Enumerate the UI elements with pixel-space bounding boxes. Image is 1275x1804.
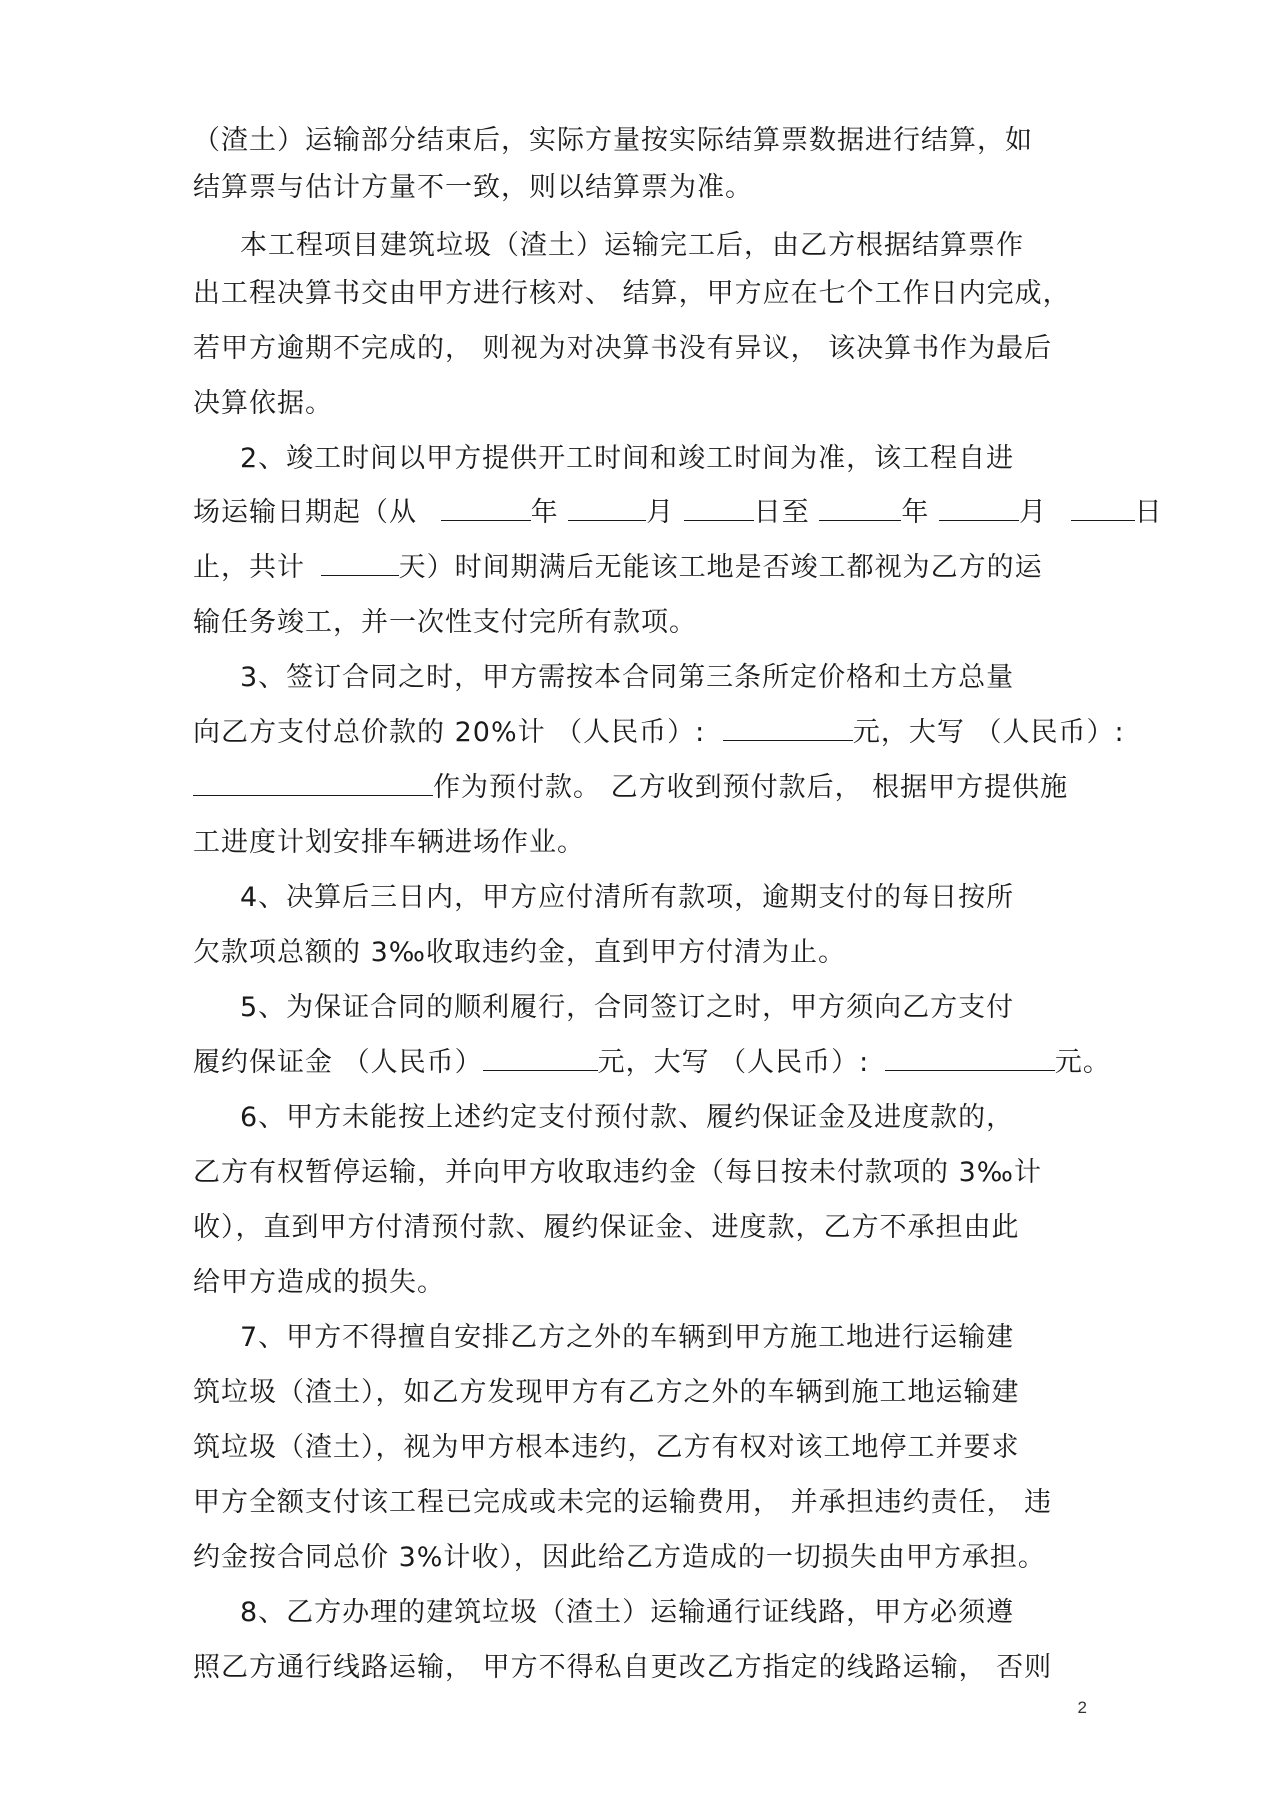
deposit-amount-blank	[483, 1040, 598, 1071]
paragraph-line: 工进度计划安排车辆进场作业。	[193, 827, 585, 858]
paragraph-line: 甲方全额支付该工程已完成或未完的运输费用， 并承担违约责任， 违	[193, 1487, 1053, 1518]
advance-text: 作为预付款。 乙方收到预付款后， 根据甲方提供施	[433, 772, 1069, 803]
paragraph-line: 给甲方造成的损失。	[193, 1267, 445, 1298]
start-month-blank	[568, 490, 646, 521]
paragraph-line: 照乙方通行线路运输， 甲方不得私自更改乙方指定的线路运输， 否则	[193, 1652, 1053, 1683]
date-range-line	[193, 490, 1163, 536]
deposit-line	[193, 1040, 1111, 1086]
clause-5-line: 5、为保证合同的顺利履行，合同签订之时，甲方须向乙方支付	[240, 992, 1015, 1023]
duration-line	[193, 545, 1093, 591]
payment-line	[193, 710, 1125, 756]
paragraph-line: 输任务竣工，并一次性支付完所有款项。	[193, 607, 697, 638]
deposit-caps-label: 元，大写 （人民币）:	[597, 1047, 870, 1078]
deposit-unit: 元。	[1054, 1047, 1111, 1078]
year-label: 年	[901, 497, 930, 528]
paragraph-line: 收），直到甲方付清预付款、履约保证金、进度款，乙方不承担由此	[193, 1212, 1020, 1243]
payment-text: 向乙方支付总价款的 20%计 （人民币）:	[193, 717, 706, 748]
end-year-blank	[819, 490, 901, 521]
end-month-blank	[939, 490, 1019, 521]
day-label: 日	[1134, 497, 1163, 528]
clause-8-line: 8、乙方办理的建筑垃圾（渣土）运输通行证线路，甲方必须遵	[240, 1597, 1015, 1628]
start-year-blank	[441, 490, 531, 521]
paragraph-line: 决算依据。	[193, 388, 333, 419]
clause-2-line: 2、竣工时间以甲方提供开工时间和竣工时间为准，该工程自进	[240, 443, 1015, 474]
deposit-caps-blank	[885, 1040, 1055, 1071]
payment-caps-label: 元，大写 （人民币）:	[852, 717, 1125, 748]
month-label: 月	[646, 497, 675, 528]
date-from-label: 场运输日期起（从	[193, 497, 417, 528]
start-day-blank	[684, 490, 754, 521]
payment-caps-blank	[193, 765, 433, 796]
paragraph-line: 乙方有权暂停运输，并向甲方收取违约金（每日按未付款项的 3‰计	[193, 1157, 1042, 1188]
paragraph-line: 约金按合同总价 3%计收），因此给乙方造成的一切损失由甲方承担。	[193, 1542, 1046, 1573]
paragraph-line: 结算票与估计方量不一致，则以结算票为准。	[193, 172, 753, 203]
paragraph-line: 本工程项目建筑垃圾（渣土）运输完工后，由乙方根据结算票作	[240, 230, 1024, 261]
paragraph-line: 出工程决算书交由甲方进行核对、 结算，甲方应在七个工作日内完成，	[193, 278, 1071, 309]
duration-text: 天）时间期满后无能该工地是否竣工都视为乙方的运	[398, 552, 1043, 583]
payment-amount-blank	[723, 710, 853, 741]
paragraph-line: 若甲方逾期不完成的， 则视为对决算书没有异议， 该决算书作为最后	[193, 333, 1053, 364]
clause-7-line: 7、甲方不得擅自安排乙方之外的车辆到甲方施工地进行运输建	[240, 1322, 1015, 1353]
total-label: 止，共计	[193, 552, 305, 583]
deposit-label: 履约保证金 （人民币）	[193, 1047, 483, 1078]
paragraph-line: 筑垃圾（渣土），视为甲方根本违约，乙方有权对该工地停工并要求	[193, 1432, 1020, 1463]
clause-3-line: 3、签订合同之时，甲方需按本合同第三条所定价格和土方总量	[240, 662, 1015, 693]
end-day-blank	[1071, 490, 1135, 521]
clause-6-line: 6、甲方未能按上述约定支付预付款、履约保证金及进度款的，	[240, 1102, 1015, 1133]
advance-line	[193, 765, 1093, 811]
month-label: 月	[1018, 497, 1047, 528]
paragraph-line: 筑垃圾（渣土），如乙方发现甲方有乙方之外的车辆到施工地运输建	[193, 1377, 1020, 1408]
day-to-label: 日至	[753, 497, 810, 528]
clause-4-line: 4、决算后三日内，甲方应付清所有款项，逾期支付的每日按所	[240, 882, 1015, 913]
paragraph-line: 欠款项总额的 3‰收取违约金，直到甲方付清为止。	[193, 937, 846, 968]
year-label: 年	[530, 497, 559, 528]
total-days-blank	[321, 545, 399, 576]
paragraph-line: （渣土）运输部分结束后，实际方量按实际结算票数据进行结算，如	[193, 125, 1033, 156]
page-number: 2	[1077, 1698, 1087, 1717]
